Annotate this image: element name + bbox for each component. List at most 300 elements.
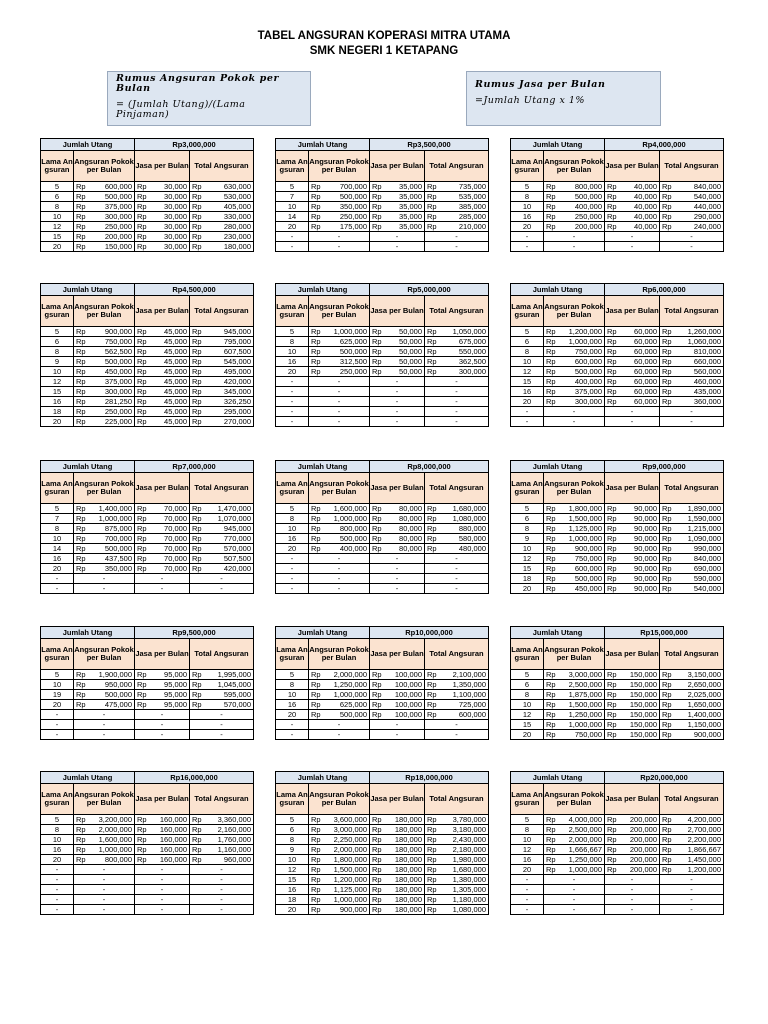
jasa-cell xyxy=(605,845,660,855)
amount-value: 200,000 xyxy=(574,222,602,231)
jasa-cell xyxy=(605,544,660,554)
table-row xyxy=(511,670,724,680)
table-row xyxy=(276,564,489,574)
pokok-cell xyxy=(544,815,605,825)
pokok-cell xyxy=(309,504,370,514)
table-row xyxy=(41,815,254,825)
header-angsuran-pokok: Angsuran Pokok per Bulan xyxy=(544,639,605,670)
amount-value: 210,000 xyxy=(458,222,486,231)
lama-cell: 16 xyxy=(511,387,544,397)
currency-label: Rp xyxy=(546,357,556,366)
total-cell xyxy=(660,222,724,232)
header-lama-angsuran: Lama Angsuran xyxy=(41,473,74,504)
amount-value: 45,000 xyxy=(164,417,187,426)
loan-table xyxy=(510,138,724,252)
total-cell xyxy=(425,855,489,865)
empty-cell: - xyxy=(309,730,370,740)
empty-cell: - xyxy=(511,407,544,417)
pokok-cell xyxy=(544,865,605,875)
empty-cell: - xyxy=(425,564,489,574)
amount-value: 1,470,000 xyxy=(217,504,251,513)
currency-label: Rp xyxy=(372,875,382,884)
total-cell xyxy=(190,845,254,855)
currency-label: Rp xyxy=(546,347,556,356)
amount-value: 500,000 xyxy=(104,544,132,553)
currency-label: Rp xyxy=(607,584,617,593)
amount-value: 70,000 xyxy=(164,564,187,573)
lama-cell: 10 xyxy=(41,835,74,845)
empty-cell: - xyxy=(190,730,254,740)
table-row xyxy=(276,377,489,387)
total-cell xyxy=(425,690,489,700)
currency-label: Rp xyxy=(311,544,321,553)
table-row xyxy=(276,242,489,252)
amount-value: 950,000 xyxy=(104,680,132,689)
amount-value: 600,000 xyxy=(458,710,486,719)
lama-cell: 5 xyxy=(276,815,309,825)
jasa-cell xyxy=(135,845,190,855)
amount-value: 1,260,000 xyxy=(687,327,721,336)
currency-label: Rp xyxy=(427,222,437,231)
amount-value: 2,160,000 xyxy=(217,825,251,834)
table-row xyxy=(276,222,489,232)
jasa-cell xyxy=(605,524,660,534)
empty-cell: - xyxy=(276,417,309,427)
jasa-cell xyxy=(135,835,190,845)
amount-value: 345,000 xyxy=(223,387,251,396)
amount-value: 2,700,000 xyxy=(687,825,721,834)
currency-label: Rp xyxy=(76,564,86,573)
table-row xyxy=(511,885,724,895)
currency-label: Rp xyxy=(372,885,382,894)
lama-cell: 5 xyxy=(276,504,309,514)
lama-cell: 8 xyxy=(41,202,74,212)
jasa-cell xyxy=(605,730,660,740)
currency-label: Rp xyxy=(607,222,617,231)
currency-label: Rp xyxy=(137,337,147,346)
currency-label: Rp xyxy=(427,524,437,533)
pokok-cell xyxy=(74,700,135,710)
table-row xyxy=(511,905,724,915)
lama-cell: 6 xyxy=(511,514,544,524)
amount-value: 295,000 xyxy=(223,407,251,416)
amount-value: 95,000 xyxy=(164,690,187,699)
amount-value: 180,000 xyxy=(394,865,422,874)
total-cell xyxy=(190,564,254,574)
jasa-cell xyxy=(370,690,425,700)
empty-cell: - xyxy=(41,720,74,730)
empty-cell: - xyxy=(41,584,74,594)
amount-value: 545,000 xyxy=(223,357,251,366)
amount-value: 160,000 xyxy=(159,815,187,824)
pokok-cell xyxy=(74,377,135,387)
currency-label: Rp xyxy=(607,670,617,679)
currency-label: Rp xyxy=(607,367,617,376)
loan-amount: Rp6,000,000 xyxy=(605,284,724,296)
lama-cell: 15 xyxy=(41,232,74,242)
jasa-cell xyxy=(135,554,190,564)
header-jasa: Jasa per Bulan xyxy=(370,639,425,670)
table-row xyxy=(41,670,254,680)
jasa-cell xyxy=(605,192,660,202)
lama-cell: 5 xyxy=(276,670,309,680)
table-row xyxy=(511,845,724,855)
empty-cell: - xyxy=(135,865,190,875)
currency-label: Rp xyxy=(137,835,147,844)
total-cell xyxy=(425,544,489,554)
jasa-cell xyxy=(135,815,190,825)
jasa-cell xyxy=(370,534,425,544)
amount-value: 900,000 xyxy=(693,730,721,739)
jasa-cell xyxy=(605,397,660,407)
currency-label: Rp xyxy=(311,514,321,523)
jumlah-utang-label: Jumlah Utang xyxy=(276,772,370,784)
empty-cell: - xyxy=(135,875,190,885)
jasa-cell xyxy=(605,710,660,720)
empty-cell: - xyxy=(425,730,489,740)
currency-label: Rp xyxy=(192,327,202,336)
pokok-cell xyxy=(309,327,370,337)
amount-value: 1,125,000 xyxy=(333,885,367,894)
currency-label: Rp xyxy=(546,202,556,211)
jasa-cell xyxy=(135,417,190,427)
amount-value: 800,000 xyxy=(339,524,367,533)
jasa-cell xyxy=(370,845,425,855)
amount-value: 590,000 xyxy=(693,574,721,583)
jasa-cell xyxy=(135,700,190,710)
currency-label: Rp xyxy=(662,514,672,523)
amount-value: 960,000 xyxy=(223,855,251,864)
amount-value: 990,000 xyxy=(693,544,721,553)
loan-amount: Rp7,000,000 xyxy=(135,461,254,473)
jasa-cell xyxy=(605,534,660,544)
header-angsuran-pokok: Angsuran Pokok per Bulan xyxy=(544,296,605,327)
pokok-cell xyxy=(74,564,135,574)
currency-label: Rp xyxy=(76,407,86,416)
lama-cell: 8 xyxy=(276,337,309,347)
amount-value: 3,000,000 xyxy=(568,670,602,679)
total-cell xyxy=(190,242,254,252)
empty-cell: - xyxy=(544,242,605,252)
currency-label: Rp xyxy=(311,367,321,376)
currency-label: Rp xyxy=(546,825,556,834)
amount-value: 1,060,000 xyxy=(687,337,721,346)
currency-label: Rp xyxy=(372,710,382,719)
currency-label: Rp xyxy=(607,357,617,366)
currency-label: Rp xyxy=(546,815,556,824)
currency-label: Rp xyxy=(76,504,86,513)
empty-cell: - xyxy=(605,875,660,885)
amount-value: 540,000 xyxy=(693,192,721,201)
amount-value: 160,000 xyxy=(159,835,187,844)
currency-label: Rp xyxy=(607,574,617,583)
pokok-cell xyxy=(74,504,135,514)
table-row xyxy=(511,327,724,337)
currency-label: Rp xyxy=(76,212,86,221)
jasa-cell xyxy=(135,232,190,242)
table-row xyxy=(41,905,254,915)
empty-cell: - xyxy=(425,377,489,387)
jasa-cell xyxy=(135,222,190,232)
currency-label: Rp xyxy=(546,584,556,593)
currency-label: Rp xyxy=(372,835,382,844)
currency-label: Rp xyxy=(76,700,86,709)
jasa-cell xyxy=(605,182,660,192)
empty-cell: - xyxy=(660,232,724,242)
currency-label: Rp xyxy=(311,337,321,346)
total-cell xyxy=(190,514,254,524)
amount-value: 3,200,000 xyxy=(98,815,132,824)
lama-cell: 12 xyxy=(41,377,74,387)
total-cell xyxy=(190,192,254,202)
currency-label: Rp xyxy=(662,825,672,834)
jasa-cell xyxy=(605,367,660,377)
empty-cell: - xyxy=(309,720,370,730)
jasa-cell xyxy=(135,367,190,377)
jasa-cell xyxy=(135,680,190,690)
amount-value: 1,000,000 xyxy=(333,514,367,523)
header-angsuran-pokok: Angsuran Pokok per Bulan xyxy=(74,296,135,327)
loan-amount: Rp15,000,000 xyxy=(605,627,724,639)
lama-cell: 10 xyxy=(276,347,309,357)
loan-amount: Rp20,000,000 xyxy=(605,772,724,784)
table-row xyxy=(511,700,724,710)
amount-value: 1,200,000 xyxy=(568,327,602,336)
jasa-cell xyxy=(135,347,190,357)
jasa-cell xyxy=(370,905,425,915)
total-cell xyxy=(425,357,489,367)
table-row xyxy=(276,544,489,554)
currency-label: Rp xyxy=(372,895,382,904)
header-lama-angsuran: Lama Angsuran xyxy=(511,296,544,327)
currency-label: Rp xyxy=(76,182,86,191)
currency-label: Rp xyxy=(662,670,672,679)
amount-value: 100,000 xyxy=(394,680,422,689)
amount-value: 40,000 xyxy=(634,202,657,211)
amount-value: 700,000 xyxy=(104,534,132,543)
currency-label: Rp xyxy=(546,710,556,719)
table-row xyxy=(276,182,489,192)
empty-cell: - xyxy=(276,407,309,417)
lama-cell: 20 xyxy=(41,855,74,865)
currency-label: Rp xyxy=(372,212,382,221)
lama-cell: 12 xyxy=(41,222,74,232)
pokok-cell xyxy=(74,670,135,680)
table-row xyxy=(41,202,254,212)
table-row xyxy=(41,574,254,584)
lama-cell: 20 xyxy=(511,865,544,875)
empty-cell: - xyxy=(370,554,425,564)
table-row xyxy=(41,212,254,222)
table-row xyxy=(511,865,724,875)
pokok-cell xyxy=(309,825,370,835)
lama-cell: 5 xyxy=(276,327,309,337)
currency-label: Rp xyxy=(427,182,437,191)
amount-value: 437,500 xyxy=(104,554,132,563)
amount-value: 1,875,000 xyxy=(568,690,602,699)
jasa-cell xyxy=(135,182,190,192)
currency-label: Rp xyxy=(607,845,617,854)
empty-cell: - xyxy=(511,232,544,242)
lama-cell: 5 xyxy=(41,327,74,337)
empty-cell: - xyxy=(544,232,605,242)
empty-cell: - xyxy=(190,865,254,875)
amount-value: 35,000 xyxy=(399,202,422,211)
empty-cell: - xyxy=(309,584,370,594)
jasa-cell xyxy=(135,202,190,212)
jasa-cell xyxy=(370,514,425,524)
currency-label: Rp xyxy=(607,524,617,533)
total-cell xyxy=(660,680,724,690)
table-row xyxy=(276,835,489,845)
header-total-angsuran: Total Angsuran xyxy=(660,639,724,670)
document-title: TABEL ANGSURAN KOPERASI MITRA UTAMA xyxy=(257,30,511,42)
pokok-cell xyxy=(544,534,605,544)
amount-value: 200,000 xyxy=(629,845,657,854)
empty-cell: - xyxy=(309,554,370,564)
currency-label: Rp xyxy=(311,192,321,201)
empty-cell: - xyxy=(41,885,74,895)
jasa-cell xyxy=(370,347,425,357)
loan-amount: Rp8,000,000 xyxy=(370,461,489,473)
header-lama-angsuran: Lama Angsuran xyxy=(276,151,309,182)
jasa-cell xyxy=(370,815,425,825)
total-cell xyxy=(190,504,254,514)
amount-value: 2,025,000 xyxy=(687,690,721,699)
jasa-cell xyxy=(135,544,190,554)
currency-label: Rp xyxy=(427,680,437,689)
total-cell xyxy=(190,534,254,544)
amount-value: 1,000,000 xyxy=(333,895,367,904)
empty-cell: - xyxy=(425,407,489,417)
amount-value: 2,200,000 xyxy=(687,835,721,844)
jasa-cell xyxy=(135,242,190,252)
currency-label: Rp xyxy=(311,875,321,884)
lama-cell: 10 xyxy=(276,202,309,212)
header-jasa: Jasa per Bulan xyxy=(135,784,190,815)
amount-value: 45,000 xyxy=(164,387,187,396)
currency-label: Rp xyxy=(137,524,147,533)
header-angsuran-pokok: Angsuran Pokok per Bulan xyxy=(309,151,370,182)
lama-cell: 20 xyxy=(511,222,544,232)
lama-cell: 15 xyxy=(511,564,544,574)
table-row xyxy=(276,407,489,417)
currency-label: Rp xyxy=(607,815,617,824)
currency-label: Rp xyxy=(427,192,437,201)
table-row xyxy=(511,212,724,222)
jasa-cell xyxy=(605,690,660,700)
lama-cell: 10 xyxy=(276,855,309,865)
currency-label: Rp xyxy=(546,720,556,729)
empty-cell: - xyxy=(370,407,425,417)
amount-value: 1,866,667 xyxy=(687,845,721,854)
amount-value: 360,000 xyxy=(693,397,721,406)
amount-value: 150,000 xyxy=(629,710,657,719)
currency-label: Rp xyxy=(76,524,86,533)
empty-cell: - xyxy=(74,875,135,885)
lama-cell: 15 xyxy=(276,875,309,885)
lama-cell: 6 xyxy=(511,680,544,690)
total-cell xyxy=(190,815,254,825)
lama-cell: 10 xyxy=(511,700,544,710)
amount-value: 1,000,000 xyxy=(568,337,602,346)
currency-label: Rp xyxy=(372,700,382,709)
pokok-cell xyxy=(544,670,605,680)
lama-cell: 10 xyxy=(41,212,74,222)
empty-cell: - xyxy=(276,554,309,564)
empty-cell: - xyxy=(511,905,544,915)
amount-value: 1,590,000 xyxy=(687,514,721,523)
lama-cell: 5 xyxy=(511,327,544,337)
table-row xyxy=(41,720,254,730)
table-row xyxy=(41,875,254,885)
empty-cell: - xyxy=(309,232,370,242)
table-row xyxy=(41,192,254,202)
amount-value: 60,000 xyxy=(634,337,657,346)
currency-label: Rp xyxy=(192,845,202,854)
empty-cell: - xyxy=(370,584,425,594)
pokok-cell xyxy=(544,845,605,855)
empty-cell: - xyxy=(276,232,309,242)
table-row xyxy=(41,182,254,192)
empty-cell: - xyxy=(511,885,544,895)
amount-value: 750,000 xyxy=(574,730,602,739)
total-cell xyxy=(190,690,254,700)
amount-value: 530,000 xyxy=(223,192,251,201)
amount-value: 500,000 xyxy=(339,534,367,543)
pokok-cell xyxy=(309,865,370,875)
table-row xyxy=(511,544,724,554)
total-cell xyxy=(425,212,489,222)
currency-label: Rp xyxy=(546,534,556,543)
currency-label: Rp xyxy=(372,845,382,854)
pokok-cell xyxy=(74,845,135,855)
amount-value: 1,666,667 xyxy=(568,845,602,854)
empty-cell: - xyxy=(276,730,309,740)
jasa-cell xyxy=(370,544,425,554)
table-row xyxy=(511,377,724,387)
currency-label: Rp xyxy=(427,855,437,864)
amount-value: 2,650,000 xyxy=(687,680,721,689)
amount-value: 1,600,000 xyxy=(98,835,132,844)
table-row xyxy=(276,202,489,212)
amount-value: 1,250,000 xyxy=(333,680,367,689)
total-cell xyxy=(660,564,724,574)
table-row xyxy=(511,815,724,825)
currency-label: Rp xyxy=(311,885,321,894)
jasa-cell xyxy=(135,357,190,367)
currency-label: Rp xyxy=(607,730,617,739)
amount-value: 400,000 xyxy=(574,377,602,386)
amount-value: 625,000 xyxy=(339,337,367,346)
header-lama-angsuran: Lama Angsuran xyxy=(276,784,309,815)
empty-cell: - xyxy=(74,720,135,730)
currency-label: Rp xyxy=(192,554,202,563)
loan-table xyxy=(40,771,254,915)
currency-label: Rp xyxy=(427,875,437,884)
loan-amount: Rp9,000,000 xyxy=(605,461,724,473)
table-row xyxy=(41,367,254,377)
pokok-cell xyxy=(74,202,135,212)
empty-cell: - xyxy=(605,407,660,417)
amount-value: 810,000 xyxy=(693,347,721,356)
currency-label: Rp xyxy=(427,710,437,719)
header-lama-angsuran: Lama Angsuran xyxy=(276,639,309,670)
currency-label: Rp xyxy=(192,680,202,689)
total-cell xyxy=(660,192,724,202)
total-cell xyxy=(425,710,489,720)
total-cell xyxy=(190,202,254,212)
